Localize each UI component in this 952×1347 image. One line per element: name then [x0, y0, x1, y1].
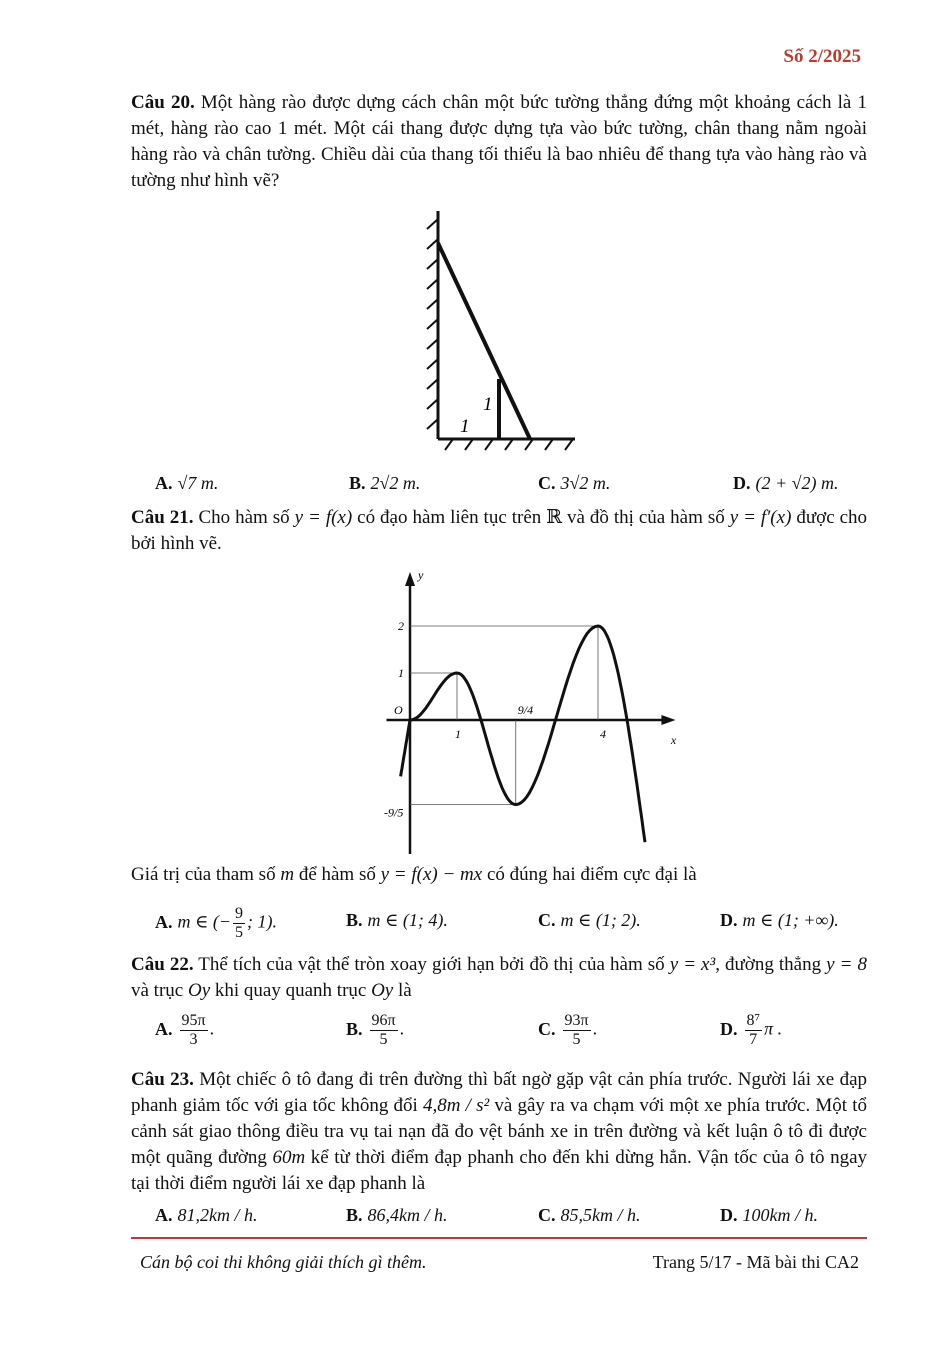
y-tick-label: 1 — [398, 666, 404, 680]
option-key: C. — [538, 1018, 556, 1039]
fraction-den: 5 — [379, 1031, 388, 1048]
q22-axis: Oy — [187, 980, 211, 1001]
fraction-den: 5 — [572, 1031, 581, 1048]
q20-option-d[interactable] — [733, 473, 839, 494]
derivative-graph — [375, 560, 685, 855]
option-key: A. — [155, 1018, 173, 1039]
option-value: m ∈ (1; 4). — [367, 910, 448, 930]
q20-text — [131, 90, 867, 194]
q21-option-b[interactable] — [346, 910, 448, 931]
q21-text-part: có đạo hàm liên tục trên ℝ và đồ thị của hàm số — [357, 507, 725, 528]
q21-text-part: Giá trị của tham số — [131, 864, 276, 885]
q21-option-a[interactable] — [155, 905, 277, 942]
derivative-curve — [401, 626, 645, 842]
option-value: m ∈ (1; +∞). — [742, 910, 839, 930]
q22-option-d[interactable] — [720, 1012, 782, 1049]
option-value: 81,2km / h. — [177, 1205, 258, 1225]
q22-text-part: là — [397, 980, 412, 1001]
q21-option-c[interactable] — [538, 910, 641, 931]
y-axis-label: y — [418, 568, 424, 582]
q21-question — [131, 862, 867, 888]
footer-divider — [131, 1237, 867, 1239]
fraction-num: 8⁷ — [746, 1012, 761, 1029]
origin-label: O — [394, 703, 403, 717]
x-tick-label: 9/4 — [517, 703, 534, 717]
q21-func-deriv: y = f′(x) — [729, 507, 792, 528]
q21-param: m — [280, 864, 295, 885]
q20-option-b[interactable] — [349, 473, 420, 494]
q20-label: Câu 20. — [131, 92, 195, 113]
option-key: C. — [538, 1205, 556, 1225]
option-value: 86,4km / h. — [367, 1205, 448, 1225]
wall-hatching — [427, 219, 438, 429]
q20-body: Một hàng rào được dựng cách chân một bức tường thẳng đứng một khoảng cách là 1 mét, hàng rào cao 1 mét. Một cái thang được dựng tựa vào bức tường, chân thang nằm ngoài hàng rào và chân tường. Chiều dài của thang tối thiểu là bao nhiêu để thang tựa vào hàng rào và tường như hình vẽ? — [131, 92, 867, 191]
y-tick-label: 2 — [398, 619, 404, 633]
option-fraction — [745, 1012, 763, 1049]
q22-text-part: khi quay quanh trục — [214, 980, 367, 1001]
fraction-den: 5 — [234, 924, 243, 941]
option-fraction — [370, 1012, 398, 1049]
x-tick-label: 1 — [455, 727, 461, 741]
option-value: m ∈ (− — [177, 911, 231, 932]
option-key: D. — [733, 473, 751, 493]
q21-label: Câu 21. — [131, 507, 194, 528]
option-key: D. — [720, 1018, 738, 1039]
issue-number: Số 2/2025 — [783, 46, 861, 67]
fraction-num: 93π — [564, 1012, 589, 1029]
q20-option-a[interactable] — [155, 473, 218, 494]
q22-line: y = 8 — [826, 954, 867, 975]
q22-option-b[interactable]: B. $\frac{96\pi}{5}$ . — [346, 1012, 405, 1048]
fraction-den: 7 — [749, 1031, 758, 1048]
q21-func-new: y = f(x) − mx — [380, 864, 483, 885]
ladder-figure — [405, 205, 595, 460]
option-value: 3√2 m. — [560, 473, 611, 493]
option-key: A. — [155, 473, 173, 493]
option-key: A. — [155, 911, 173, 932]
q23-accel: 4,8m / s² — [423, 1095, 490, 1116]
q22-text-part: và trục — [131, 980, 184, 1001]
option-value: 100km / h. — [742, 1205, 818, 1225]
page-info: Trang 5/17 - Mã bài thi CA2 — [652, 1252, 859, 1272]
option-value: √7 m. — [177, 473, 219, 493]
q22-option-a[interactable]: A. $\frac{95\pi}{3}$ . — [155, 1012, 215, 1048]
option-value: 85,5km / h. — [560, 1205, 641, 1225]
q23-distance: 60m — [272, 1147, 306, 1168]
q23-text-part: kể từ thời điểm đạp phanh cho đến khi dừng hẳn. Vận tốc của ô tô ngay tại thời điểm người lái xe đạp phanh là — [131, 1147, 868, 1194]
option-fraction — [180, 1012, 208, 1049]
option-value: m ∈ (1; 2). — [560, 910, 641, 930]
option-key: D. — [720, 1205, 738, 1225]
q23-option-b[interactable] — [346, 1205, 448, 1226]
option-key: B. — [346, 1018, 363, 1039]
fence-distance-label: 1 — [460, 416, 470, 437]
fence-height-label: 1 — [483, 394, 493, 415]
x-axis-arrow — [661, 715, 675, 725]
option-key: C. — [538, 910, 556, 930]
q21-text-part: Cho hàm số — [198, 507, 290, 528]
q21-text-part: có đúng hai điểm cực đại là — [486, 864, 697, 885]
q22-text-part: , đường thẳng — [715, 954, 822, 975]
q22-option-c[interactable]: C. $\frac{93\pi}{5}$ . — [538, 1012, 598, 1048]
q22-text-part: Thể tích của vật thể tròn xoay giới hạn bởi đồ thị của hàm số — [198, 954, 665, 975]
fraction-num: 95π — [181, 1012, 206, 1029]
q23-option-c[interactable] — [538, 1205, 641, 1226]
q23-label: Câu 23. — [131, 1069, 194, 1090]
q22-text — [131, 952, 867, 1004]
q23-option-a[interactable] — [155, 1205, 258, 1226]
q23-text — [131, 1067, 867, 1197]
q21-option-d[interactable] — [720, 910, 839, 931]
q21-text-part: được cho bởi hình vẽ. — [131, 507, 868, 554]
x-axis-label: x — [670, 733, 677, 747]
q23-option-d[interactable] — [720, 1205, 818, 1226]
q22-func: y = x³ — [669, 954, 716, 975]
option-value: (2 + √2) m. — [755, 473, 839, 493]
fraction-den: 3 — [189, 1031, 198, 1048]
ground-hatching — [445, 439, 573, 450]
option-fraction — [563, 1012, 591, 1049]
option-value: ; 1). — [246, 911, 277, 932]
option-key: B. — [346, 1205, 363, 1225]
q22-label: Câu 22. — [131, 954, 194, 975]
option-value: π . — [764, 1018, 783, 1039]
q23-text-part: và gây ra va chạm với một xe phía trước. Một tổ cảnh sát giao thông điều tra vụ tai nạn đã đo vệt bánh xe in trên đường và kết luận ô tô đi được một quãng đường — [131, 1095, 868, 1168]
footer-note: Cán bộ coi thi không giải thích gì thêm. — [140, 1252, 427, 1272]
q21-text — [131, 505, 867, 557]
option-value: 2√2 m. — [370, 473, 421, 493]
option-key: A. — [155, 1205, 173, 1225]
q22-axis: Oy — [371, 980, 394, 1001]
y-axis-arrow — [405, 572, 415, 586]
option-fraction — [233, 905, 245, 942]
y-tick-label: -9/5 — [384, 805, 404, 820]
fraction-num: 96π — [371, 1012, 396, 1029]
option-key: C. — [538, 473, 556, 493]
option-key: D. — [720, 910, 738, 930]
q20-option-c[interactable] — [538, 473, 610, 494]
q23-text-part: Một chiếc ô tô đang đi trên đường thì bất ngờ gặp vật cản phía trước. Người lái xe đạp phanh giảm tốc với gia tốc không đổi — [131, 1069, 867, 1116]
fraction-num: 9 — [234, 905, 243, 922]
q21-text-part: để hàm số — [298, 864, 376, 885]
option-key: B. — [346, 910, 363, 930]
option-key: B. — [349, 473, 366, 493]
x-tick-label: 4 — [600, 727, 606, 741]
q21-func: y = f(x) — [294, 507, 353, 528]
